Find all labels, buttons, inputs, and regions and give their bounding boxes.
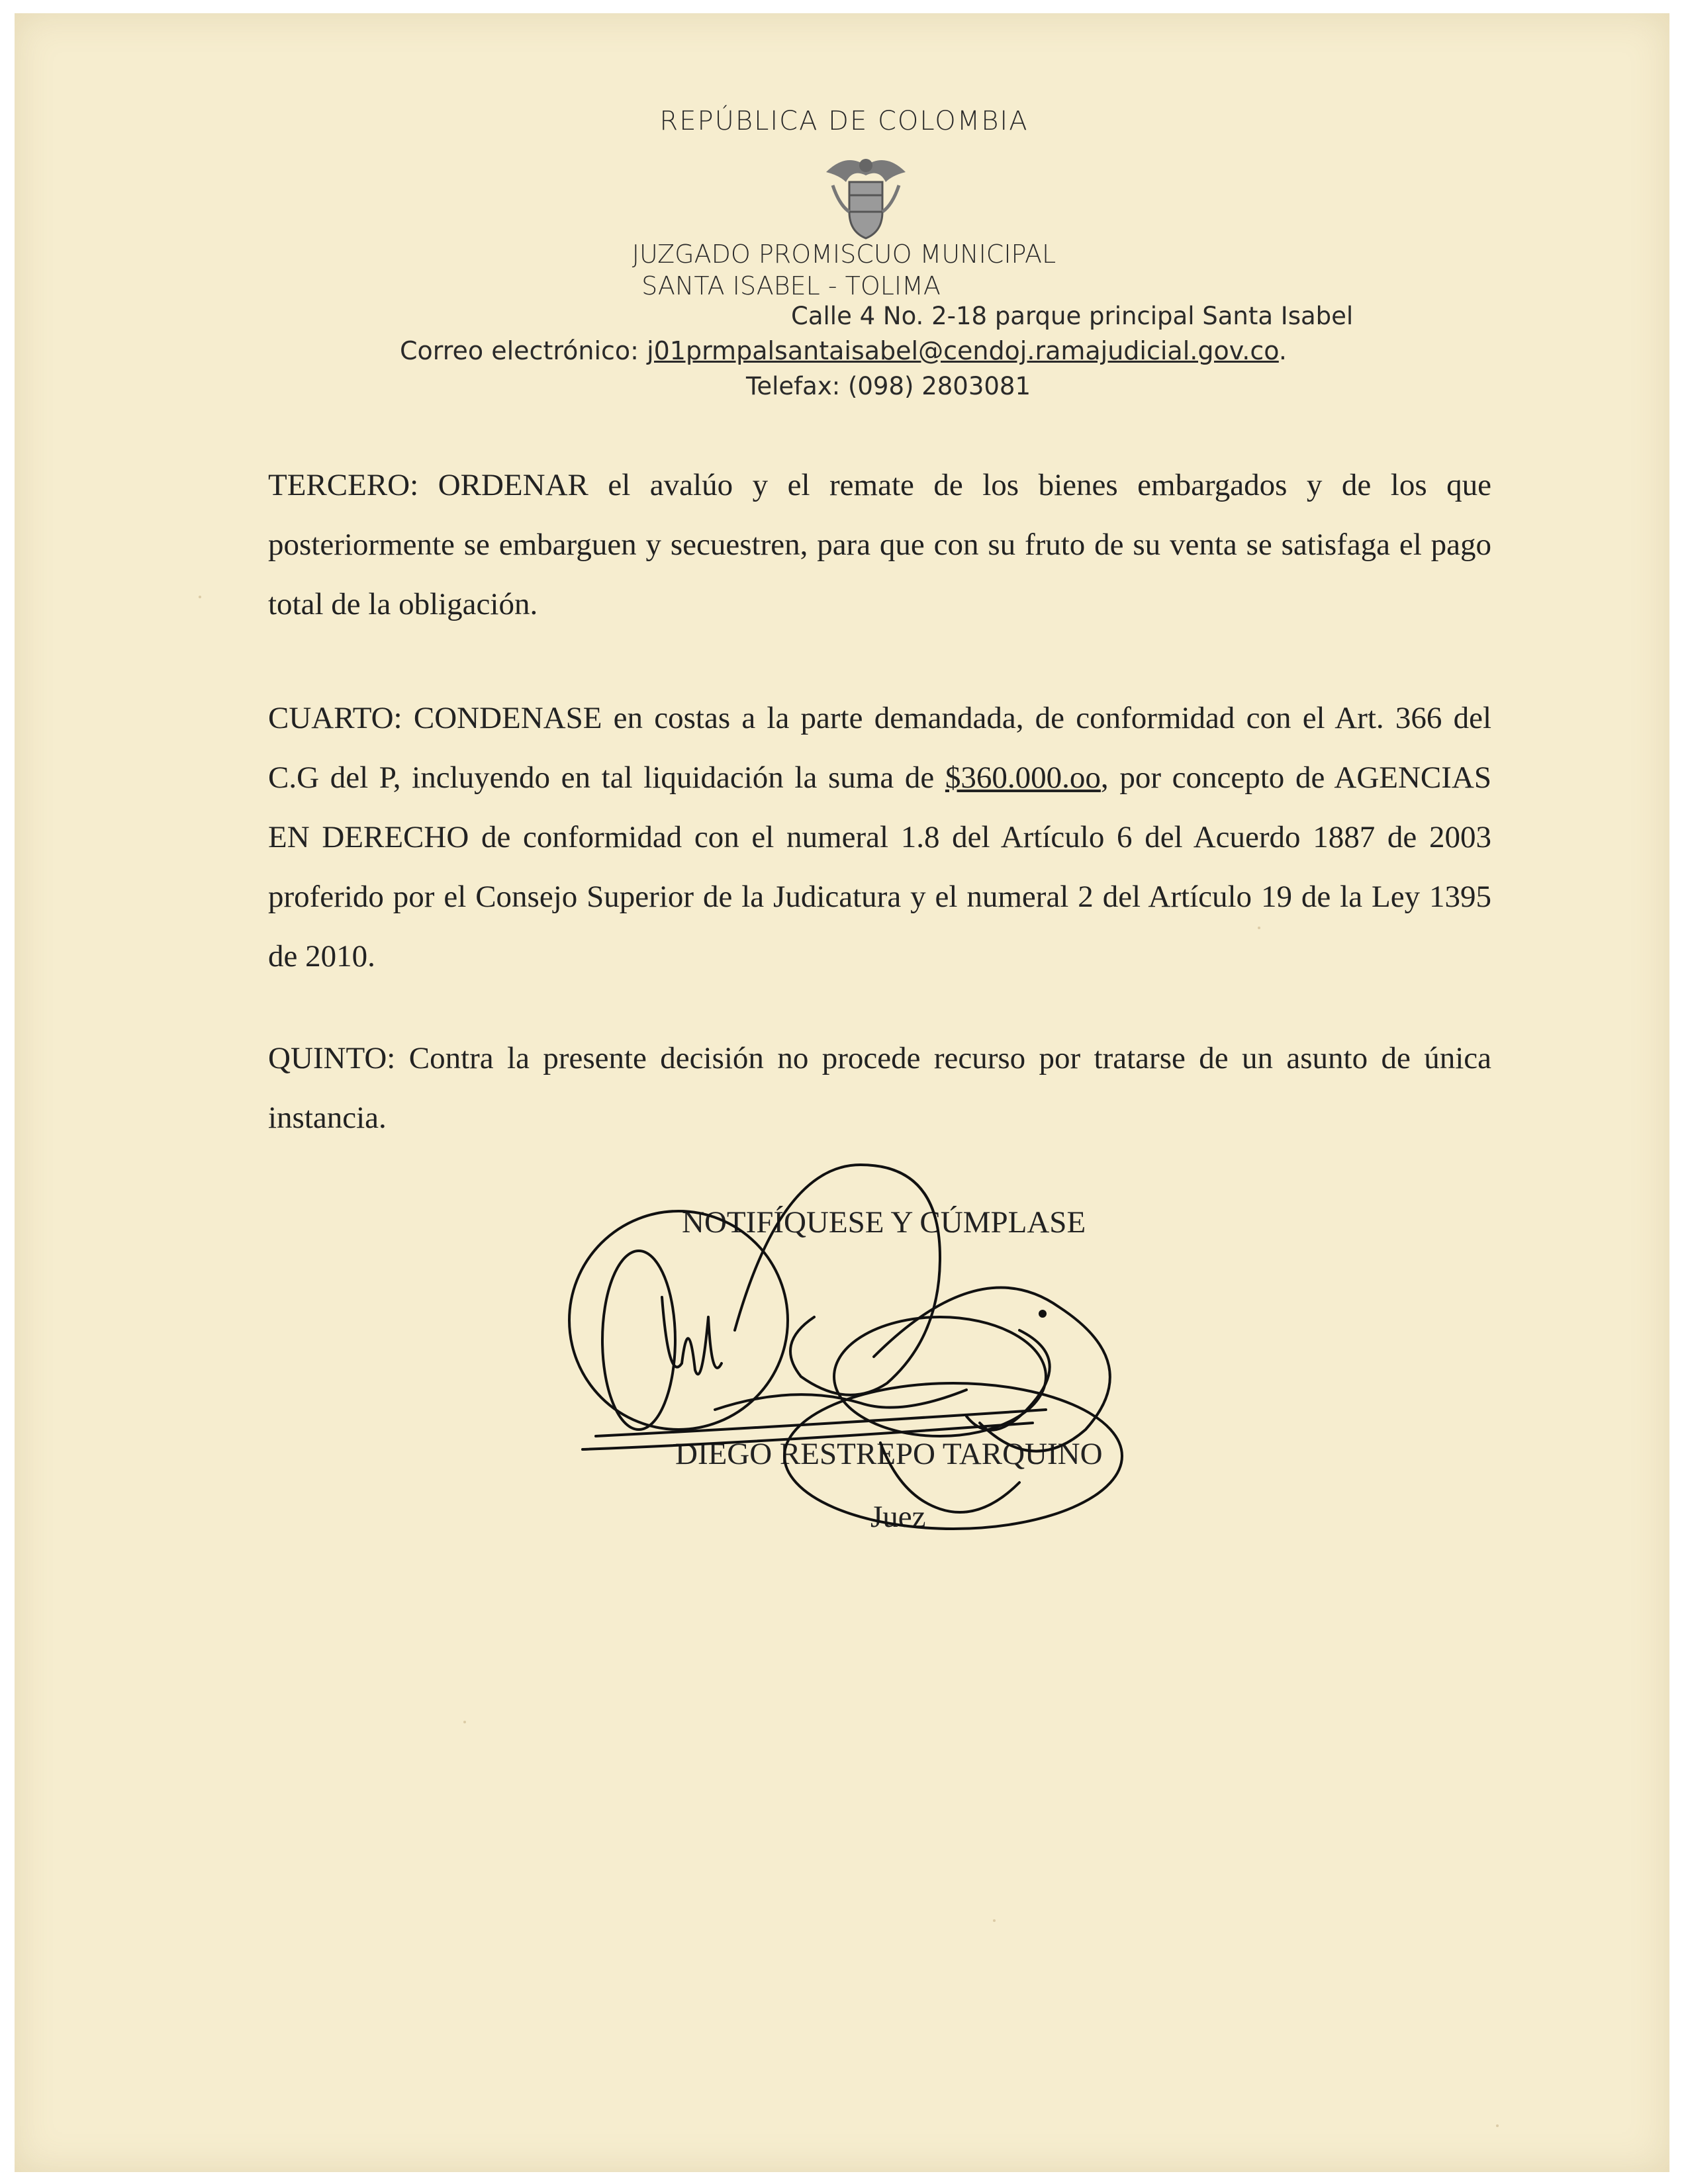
paper-speck [1496, 2124, 1499, 2127]
cuarto-amount: $360.000.oo [945, 760, 1101, 795]
letterhead-country: REPÚBLICA DE COLOMBIA [659, 106, 1029, 136]
cuarto-text-b: , por concepto de AGENCIAS EN DERECHO de conformidad con el numeral 1.8 del Artículo 6 del Acuerdo 1887 de 2003 proferido por el Consejo Superior de la Judicatura y el numeral 2 del Artículo 19 de la Ley 1395 de 2010. [268, 760, 1491, 974]
tercero-label: TERCERO: [268, 468, 419, 502]
paragraph-cuarto [268, 688, 1491, 986]
email-suffix: . [1278, 336, 1287, 365]
judge-name: DIEGO RESTREPO TARQUINO [675, 1437, 1103, 1471]
paragraph-tercero [268, 455, 1491, 634]
letterhead-phone: Telefax: (098) 2803081 [746, 372, 1031, 400]
email-label: Correo electrónico: [400, 336, 639, 365]
coat-of-arms-icon [820, 146, 912, 245]
closing-formula: NOTIFÍQUESE Y CÚMPLASE [682, 1205, 1086, 1240]
paragraph-quinto [268, 1028, 1491, 1148]
cuarto-text-a: CONDENASE en costas a la parte demandada, de conformidad con el Art. 366 del C.G del P, incluyendo en tal liquidación la suma de [268, 701, 1491, 795]
paper-speck [199, 596, 201, 598]
quinto-label: QUINTO: [268, 1041, 396, 1075]
judge-title: Juez [870, 1500, 926, 1534]
letterhead-town: SANTA ISABEL - TOLIMA [641, 271, 941, 300]
email-link[interactable]: j01prmpalsantaisabel@cendoj.ramajudicial.gov.co [647, 336, 1279, 365]
letterhead-address: Calle 4 No. 2-18 parque principal Santa Isabel [791, 302, 1354, 330]
paper-speck [463, 1721, 466, 1723]
cuarto-label: CUARTO: [268, 701, 402, 735]
quinto-text: Contra la presente decisión no procede recurso por tratarse de un asunto de única instancia. [268, 1041, 1491, 1135]
paper-speck [993, 1919, 996, 1922]
letterhead-court: JUZGADO PROMISCUO MUNICIPAL [632, 240, 1056, 269]
letterhead-email-row [400, 336, 1287, 365]
tercero-text: ORDENAR el avalúo y el remate de los bienes embargados y de los que posteriormente se embarguen y secuestren, para que con su fruto de su venta se satisfaga el pago total de la obligación. [268, 468, 1491, 621]
